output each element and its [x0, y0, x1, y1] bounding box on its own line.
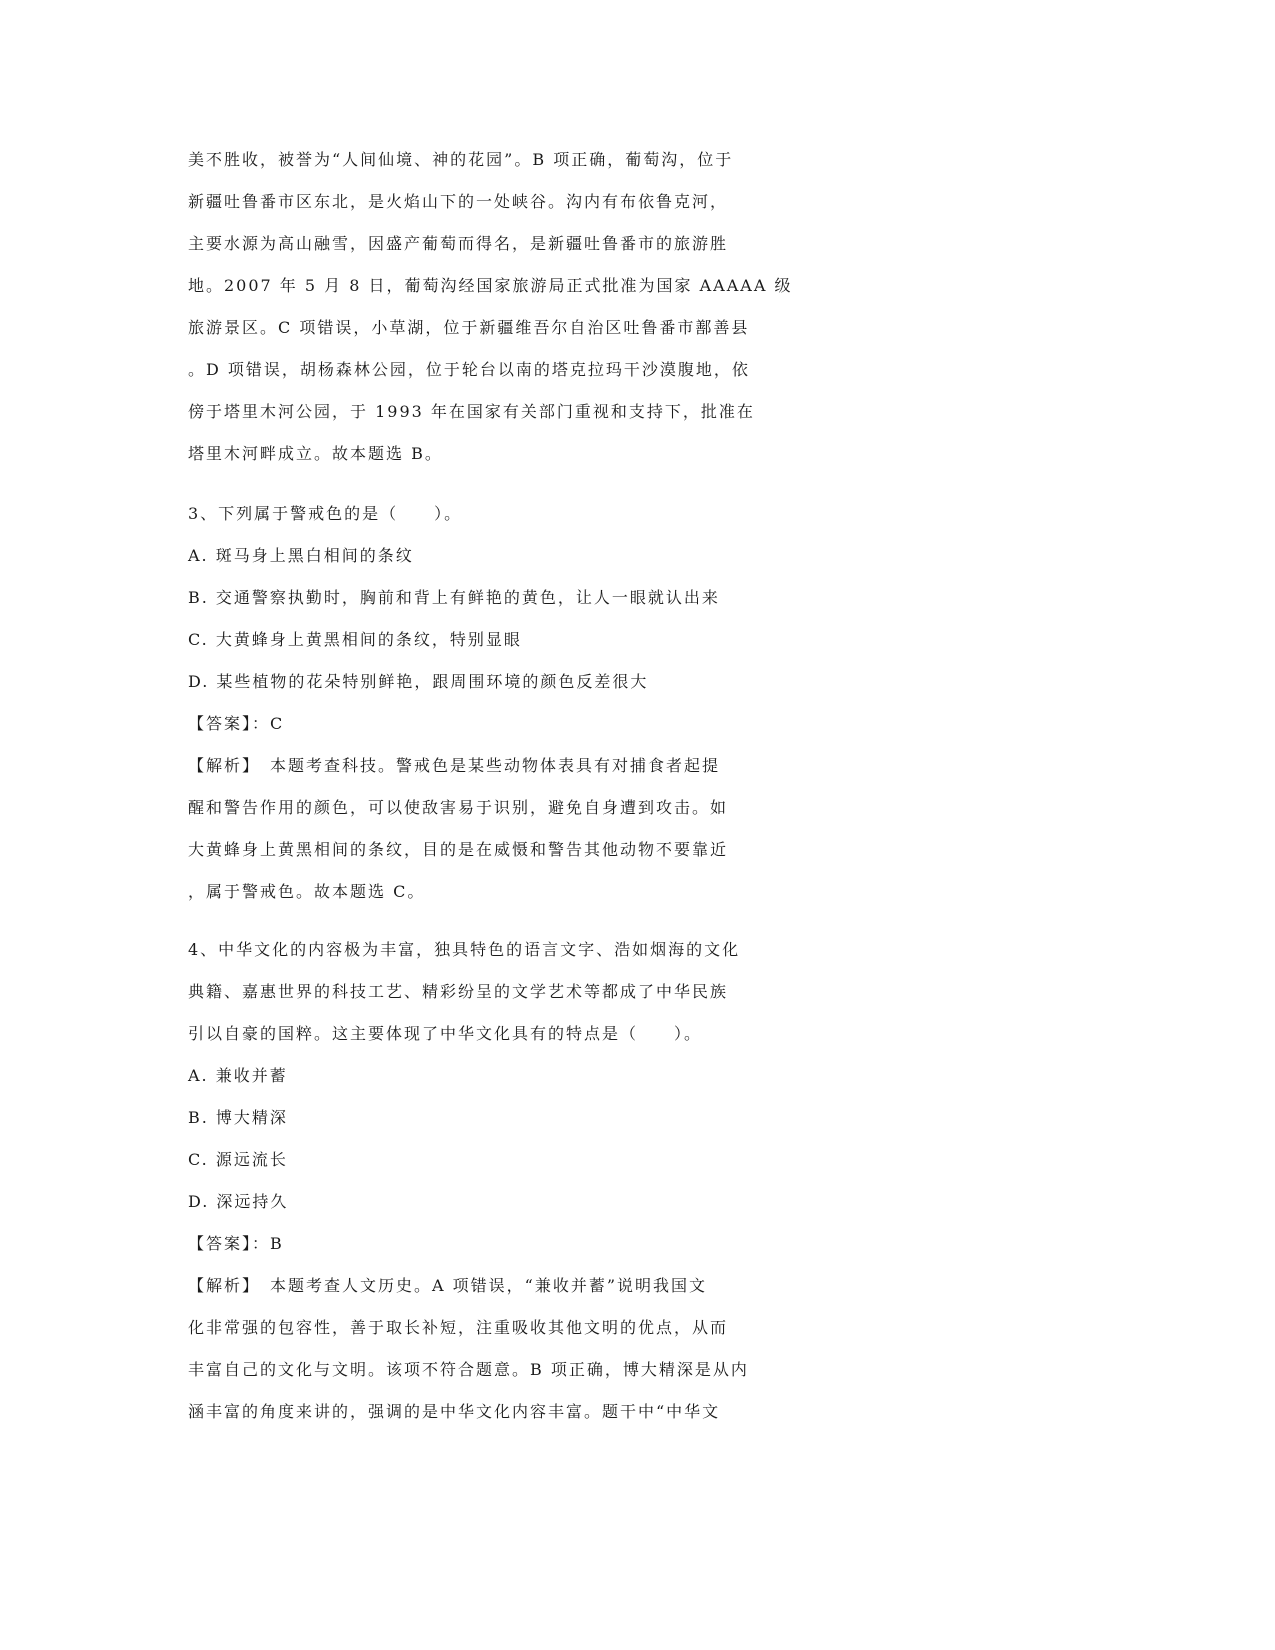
- question-3-stem: 3、下列属于警戒色的是（ ）。: [188, 504, 463, 523]
- question-4-explanation-line: 【解析】 本题考查人文历史。A 项错误，“兼收并蓄”说明我国文: [188, 1276, 708, 1295]
- prev-explanation-line: 傍于塔里木河公园，于 1993 年在国家有关部门重视和支持下，批准在: [188, 402, 755, 421]
- question-3-answer: 【答案】：C: [188, 714, 285, 733]
- question-4-explanation-line: 化非常强的包容性，善于取长补短，注重吸收其他文明的优点，从而: [188, 1318, 729, 1337]
- question-3-explanation-line: 【解析】 本题考查科技。警戒色是某些动物体表具有对捕食者起提: [188, 756, 721, 775]
- question-3-option-b: B. 交通警察执勤时，胸前和背上有鲜艳的黄色，让人一眼就认出来: [188, 588, 720, 607]
- prev-explanation-line: 。D 项错误，胡杨森林公园，位于轮台以南的塔克拉玛干沙漠腹地，依: [188, 360, 750, 379]
- question-3-option-d: D. 某些植物的花朵特别鲜艳，跟周围环境的颜色反差很大: [188, 672, 649, 691]
- question-3-explanation-line: 醒和警告作用的颜色，可以使敌害易于识别，避免自身遭到攻击。如: [188, 798, 729, 817]
- question-4-option-d: D. 深远持久: [188, 1192, 289, 1211]
- question-4-option-c: C. 源远流长: [188, 1150, 288, 1169]
- prev-explanation-line: 旅游景区。C 项错误，小草湖，位于新疆维吾尔自治区吐鲁番市鄯善县: [188, 318, 750, 337]
- prev-explanation-line: 塔里木河畔成立。故本题选 B。: [188, 444, 443, 463]
- question-4-answer: 【答案】：B: [188, 1234, 284, 1253]
- question-4-stem-line: 引以自豪的国粹。这主要体现了中华文化具有的特点是（ ）。: [188, 1024, 703, 1043]
- question-3-explanation-line: ，属于警戒色。故本题选 C。: [188, 882, 426, 901]
- question-4-option-a: A. 兼收并蓄: [188, 1066, 288, 1085]
- question-4-explanation-line: 丰富自己的文化与文明。该项不符合题意。B 项正确，博大精深是从内: [188, 1360, 749, 1379]
- prev-explanation-line: 地。2007 年 5 月 8 日，葡萄沟经国家旅游局正式批准为国家 AAAAA 级: [188, 276, 793, 295]
- question-3-option-a: A. 斑马身上黑白相间的条纹: [188, 546, 414, 565]
- prev-explanation-line: 美不胜收，被誉为“人间仙境、神的花园”。B 项正确，葡萄沟，位于: [188, 150, 734, 169]
- prev-explanation-line: 主要水源为高山融雪，因盛产葡萄而得名，是新疆吐鲁番市的旅游胜: [188, 234, 729, 253]
- question-3-option-c: C. 大黄蜂身上黄黑相间的条纹，特别显眼: [188, 630, 522, 649]
- question-4-explanation-line: 涵丰富的角度来讲的，强调的是中华文化内容丰富。题干中“中华文: [188, 1402, 721, 1421]
- question-3-explanation-line: 大黄蜂身上黄黑相间的条纹，目的是在威慑和警告其他动物不要靠近: [188, 840, 729, 859]
- question-4-stem-line: 典籍、嘉惠世界的科技工艺、精彩纷呈的文学艺术等都成了中华民族: [188, 982, 729, 1001]
- question-4-option-b: B. 博大精深: [188, 1108, 288, 1127]
- prev-explanation-line: 新疆吐鲁番市区东北，是火焰山下的一处峡谷。沟内有布依鲁克河，: [188, 192, 729, 211]
- question-4-stem-line: 4、中华文化的内容极为丰富，独具特色的语言文字、浩如烟海的文化: [188, 940, 741, 959]
